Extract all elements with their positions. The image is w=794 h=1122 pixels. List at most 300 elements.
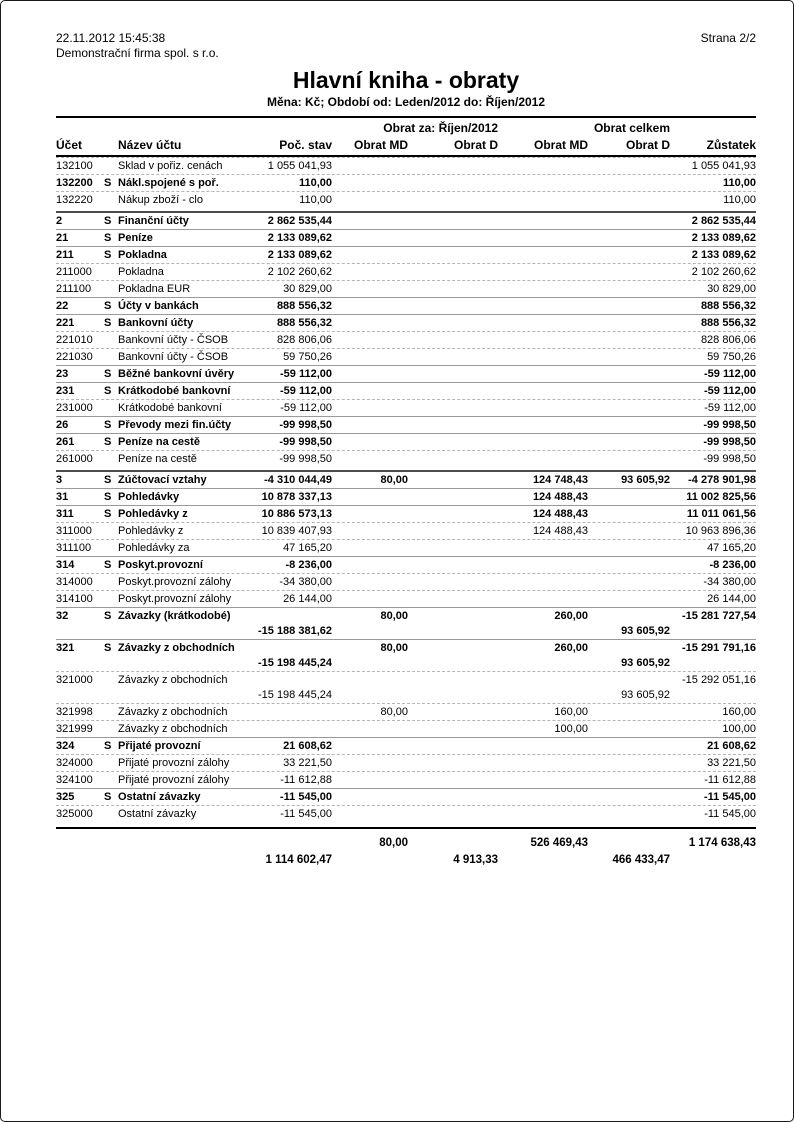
cell-obrat-md-rijen — [332, 231, 408, 246]
cell-account-name: Běžné bankovní úvěry — [118, 368, 235, 380]
cell-obrat-md-celkem — [498, 159, 588, 174]
cell-obrat-md-celkem — [498, 852, 588, 869]
cell-account-name — [118, 688, 244, 703]
cell-obrat-md-celkem — [498, 673, 588, 688]
cell-zustatek — [670, 656, 756, 671]
cell-zustatek: -11 612,88 — [704, 774, 756, 786]
cell-obrat-md-rijen: 80,00 — [379, 837, 408, 849]
cell-obrat-md-rijen — [332, 624, 408, 639]
group-header-period: Obrat za: Říjen/2012 — [383, 121, 498, 135]
cell-obrat-md-celkem — [498, 790, 588, 805]
cell-obrat-d-rijen — [408, 790, 498, 805]
cell-account-number: 2 — [56, 215, 63, 227]
cell-obrat-md-rijen — [332, 214, 408, 229]
cell-obrat-d-celkem — [588, 333, 670, 348]
cell-obrat-md-celkem — [498, 176, 588, 191]
table-row — [56, 703, 756, 720]
cell-obrat-md-celkem — [498, 541, 588, 556]
table-row — [56, 573, 756, 590]
cell-account-name: Účty v bankách — [118, 300, 199, 312]
cell-summary-flag — [104, 592, 118, 607]
table-row — [56, 331, 756, 348]
cell-obrat-d-celkem — [588, 384, 670, 399]
cell-obrat-md-rijen — [332, 673, 408, 688]
cell-obrat-md-rijen — [332, 852, 408, 869]
cell-obrat-d-celkem — [588, 282, 670, 297]
cell-obrat-d-rijen — [408, 592, 498, 607]
cell-summary-flag — [104, 673, 118, 688]
cell-obrat-md-rijen — [332, 739, 408, 754]
cell-obrat-md-celkem: 260,00 — [554, 642, 588, 654]
cell-obrat-d-celkem — [588, 673, 670, 688]
cell-account-name — [118, 835, 244, 852]
cell-account-number — [56, 688, 104, 703]
cell-account-number: 132100 — [56, 160, 93, 172]
cell-account-number: 314000 — [56, 576, 93, 588]
cell-poc-stav — [244, 722, 332, 737]
cell-obrat-md-rijen: 80,00 — [380, 706, 408, 718]
cell-obrat-md-celkem — [498, 558, 588, 573]
cell-account-number: 325000 — [56, 808, 93, 820]
cell-account-number: 31 — [56, 491, 69, 503]
cell-obrat-d-rijen — [408, 490, 498, 505]
cell-obrat-d-celkem — [588, 490, 670, 505]
cell-zustatek: 30 829,00 — [707, 283, 756, 295]
cell-obrat-md-rijen — [332, 807, 408, 822]
cell-account-number — [56, 835, 104, 852]
cell-obrat-md-celkem: 160,00 — [554, 706, 588, 718]
cell-obrat-d-rijen — [408, 248, 498, 263]
cell-account-name: Přijaté provozní zálohy — [118, 757, 230, 769]
cell-poc-stav: -59 112,00 — [280, 368, 332, 380]
cell-poc-stav: -99 998,50 — [279, 436, 332, 448]
cell-obrat-d-rijen — [408, 282, 498, 297]
cell-account-number: 23 — [56, 368, 69, 380]
row-line-1 — [56, 773, 756, 788]
cell-obrat-d-celkem — [588, 756, 670, 771]
cell-poc-stav: 47 165,20 — [283, 542, 332, 554]
cell-summary-flag — [104, 807, 118, 822]
col-header-obrat-d-celkem: Obrat D — [625, 138, 670, 152]
cell-obrat-md-celkem — [498, 350, 588, 365]
row-line-1 — [56, 722, 756, 737]
table-row — [56, 399, 756, 416]
row-line-1 — [56, 507, 756, 522]
cell-poc-stav: -8 236,00 — [285, 559, 332, 571]
cell-zustatek: 2 102 260,62 — [691, 266, 756, 278]
cell-poc-stav — [244, 609, 332, 624]
column-header-row — [56, 136, 756, 154]
cell-account-name: Závazky z obchodních — [118, 723, 228, 735]
cell-obrat-d-rijen — [408, 333, 498, 348]
cell-obrat-md-celkem — [498, 193, 588, 208]
report-content — [1, 1, 793, 869]
cell-obrat-d-celkem — [588, 265, 670, 280]
cell-account-number: 211000 — [56, 266, 92, 278]
cell-obrat-d-rijen — [408, 558, 498, 573]
cell-obrat-d-celkem — [588, 214, 670, 229]
cell-account-name: Pohledávky z — [118, 508, 188, 520]
cell-zustatek: 110,00 — [723, 194, 756, 206]
company-name: Demonstrační firma spol. s r.o. — [56, 46, 219, 60]
cell-obrat-d-celkem — [588, 507, 670, 522]
cell-obrat-md-rijen — [332, 350, 408, 365]
cell-obrat-md-celkem — [498, 214, 588, 229]
cell-summary-flag — [104, 722, 118, 737]
row-line-1 — [56, 641, 756, 656]
cell-poc-stav: -59 112,00 — [280, 385, 332, 397]
cell-poc-stav: 10 878 337,13 — [261, 491, 332, 503]
row-line-1 — [56, 159, 756, 174]
cell-obrat-md-rijen — [332, 159, 408, 174]
cell-account-name: Bankovní účty - ČSOB — [118, 351, 229, 363]
cell-poc-stav: 30 829,00 — [283, 283, 332, 295]
cell-account-name: Závazky z obchodních — [118, 674, 228, 686]
cell-obrat-md-celkem: 124 488,43 — [532, 491, 588, 503]
cell-summary-flag: S — [104, 215, 112, 227]
row-line-1 — [56, 282, 756, 297]
cell-obrat-md-rijen — [332, 541, 408, 556]
cell-summary-flag: S — [104, 474, 112, 486]
cell-account-number: 21 — [56, 232, 69, 244]
report-title: Hlavní kniha - obraty — [292, 67, 520, 93]
cell-obrat-d-rijen — [408, 609, 498, 624]
cell-summary-flag: S — [104, 508, 112, 520]
cell-poc-stav: 10 886 573,13 — [261, 508, 332, 520]
cell-account-name: Ostatní závazky — [118, 791, 201, 803]
row-line-1 — [56, 248, 756, 263]
cell-obrat-d-celkem — [588, 739, 670, 754]
cell-account-number: 321000 — [56, 674, 93, 686]
cell-account-number: 231 — [56, 385, 75, 397]
cell-obrat-d-rijen — [408, 316, 498, 331]
cell-poc-stav: -59 112,00 — [280, 402, 332, 414]
cell-zustatek: -15 292 051,16 — [681, 674, 756, 686]
cell-obrat-d-celkem — [588, 790, 670, 805]
table-row — [56, 157, 756, 174]
cell-zustatek: -59 112,00 — [704, 368, 756, 380]
cell-account-number: 211100 — [56, 283, 92, 295]
cell-obrat-md-rijen — [332, 773, 408, 788]
cell-summary-flag: S — [104, 249, 112, 261]
cell-zustatek: 828 806,06 — [700, 334, 756, 346]
cell-obrat-d-rijen — [408, 656, 498, 671]
cell-zustatek — [670, 688, 756, 703]
table-row — [56, 416, 756, 433]
cell-obrat-md-celkem — [498, 435, 588, 450]
row-line-1 — [56, 435, 756, 450]
cell-obrat-d-rijen — [408, 641, 498, 656]
cell-obrat-d-celkem — [588, 835, 670, 852]
table-row — [56, 522, 756, 539]
row-line-1 — [56, 673, 756, 688]
cell-obrat-d-rijen: 4 913,33 — [453, 854, 498, 866]
row-line-1 — [56, 807, 756, 822]
group-header-row — [56, 120, 756, 136]
cell-obrat-md-celkem — [498, 333, 588, 348]
cell-poc-stav: -15 188 381,62 — [257, 625, 332, 637]
col-header-zustatek: Zůstatek — [706, 138, 756, 152]
cell-account-number: 321 — [56, 642, 75, 654]
cell-poc-stav — [244, 673, 332, 688]
cell-obrat-md-celkem — [498, 624, 588, 639]
cell-poc-stav: -11 545,00 — [280, 791, 332, 803]
cell-obrat-d-celkem — [588, 193, 670, 208]
cell-obrat-d-celkem — [588, 231, 670, 246]
cell-obrat-d-rijen — [408, 418, 498, 433]
cell-obrat-md-celkem: 124 488,43 — [532, 525, 588, 537]
header-left — [56, 31, 219, 61]
cell-account-name: Peníze — [118, 232, 153, 244]
group-header-spacer-right — [670, 120, 756, 136]
cell-obrat-d-rijen — [408, 299, 498, 314]
cell-zustatek: 11 002 825,56 — [686, 491, 756, 503]
row-line-1 — [56, 299, 756, 314]
cell-poc-stav: -4 310 044,49 — [264, 474, 332, 486]
cell-obrat-d-rijen — [408, 756, 498, 771]
cell-account-name: Pohledávky — [118, 491, 180, 503]
cell-zustatek: 2 133 089,62 — [691, 249, 756, 261]
cell-poc-stav: 110,00 — [299, 194, 332, 206]
cell-obrat-d-celkem — [588, 609, 670, 624]
row-line-1 — [56, 790, 756, 805]
cell-summary-flag — [104, 452, 118, 467]
cell-obrat-d-celkem — [588, 176, 670, 191]
cell-obrat-d-rijen — [408, 673, 498, 688]
row-line-1 — [56, 705, 756, 720]
cell-account-number: 314100 — [56, 593, 93, 605]
cell-obrat-d-celkem — [588, 159, 670, 174]
cell-zustatek: 100,00 — [722, 723, 756, 735]
cell-account-name: Pokladna EUR — [118, 283, 191, 295]
cell-obrat-d-celkem — [588, 316, 670, 331]
report-datetime: 22.11.2012 15:45:38 — [56, 31, 166, 45]
cell-obrat-d-celkem — [588, 401, 670, 416]
cell-account-name: Pohledávky za — [118, 542, 190, 554]
cell-obrat-md-celkem — [498, 265, 588, 280]
cell-poc-stav: 2 102 260,62 — [267, 266, 332, 278]
row-line-1 — [56, 575, 756, 590]
cell-obrat-d-celkem: 93 605,92 — [621, 689, 670, 701]
cell-obrat-md-celkem — [498, 248, 588, 263]
cell-zustatek: -59 112,00 — [704, 402, 756, 414]
cell-poc-stav: 1 114 602,47 — [265, 854, 332, 866]
cell-poc-stav: 110,00 — [298, 177, 332, 189]
cell-account-number: 321998 — [56, 706, 93, 718]
cell-summary-flag — [104, 688, 118, 703]
table-row — [56, 539, 756, 556]
cell-account-name: Bankovní účty - ČSOB — [118, 334, 229, 346]
cell-summary-flag: S — [104, 491, 112, 503]
cell-account-name: Převody mezi fin.účty — [118, 419, 232, 431]
row-line-1 — [56, 452, 756, 467]
cell-obrat-md-celkem — [498, 418, 588, 433]
cell-obrat-d-rijen — [408, 773, 498, 788]
cell-obrat-md-celkem — [498, 231, 588, 246]
cell-obrat-md-celkem — [498, 739, 588, 754]
cell-obrat-md-rijen — [332, 592, 408, 607]
cell-account-name — [118, 852, 244, 869]
cell-account-name: Sklad v pořiz. cenách — [118, 160, 223, 172]
col-header-nazev-uctu: Název účtu — [118, 138, 182, 152]
row-line-1 — [56, 316, 756, 331]
cell-obrat-md-rijen — [332, 435, 408, 450]
table-row — [56, 488, 756, 505]
cell-account-number: 211 — [56, 249, 74, 261]
cell-poc-stav: 2 133 089,62 — [267, 249, 332, 261]
cell-obrat-d-celkem — [588, 524, 670, 539]
cell-obrat-d-celkem: 93 605,92 — [621, 474, 670, 486]
cell-account-number: 3 — [56, 474, 63, 486]
cell-account-name: Ostatní závazky — [118, 808, 197, 820]
cell-poc-stav: 10 839 407,93 — [261, 525, 332, 537]
cell-account-number: 261 — [56, 436, 75, 448]
cell-account-name: Krátkodobé bankovní — [118, 402, 222, 414]
cell-obrat-d-celkem — [588, 367, 670, 382]
row-line-2 — [56, 688, 756, 703]
cell-poc-stav: -11 612,88 — [280, 774, 332, 786]
cell-zustatek: 1 174 638,43 — [688, 837, 756, 849]
cell-obrat-d-rijen — [408, 739, 498, 754]
cell-poc-stav: 2 133 089,62 — [267, 232, 332, 244]
cell-summary-flag — [104, 193, 118, 208]
cell-account-number: 325 — [56, 791, 75, 803]
cell-account-number: 132200 — [56, 177, 93, 189]
cell-obrat-md-rijen — [332, 299, 408, 314]
table-row — [56, 556, 756, 573]
table-row — [56, 280, 756, 297]
cell-account-name: Poskyt.provozní zálohy — [118, 593, 232, 605]
report-subtitle: Měna: Kč; Období od: Leden/2012 do: Říjen/2012 — [266, 95, 546, 109]
ledger-table — [56, 116, 756, 869]
cell-account-number: 324000 — [56, 757, 93, 769]
table-row — [56, 450, 756, 467]
table-row — [56, 590, 756, 607]
cell-summary-flag: S — [104, 642, 112, 654]
cell-obrat-md-celkem — [498, 452, 588, 467]
cell-obrat-md-rijen — [332, 490, 408, 505]
cell-obrat-md-rijen — [332, 756, 408, 771]
cell-zustatek: -11 545,00 — [704, 808, 756, 820]
table-row — [56, 505, 756, 522]
cell-obrat-d-celkem — [588, 641, 670, 656]
cell-account-number: 221010 — [56, 334, 93, 346]
cell-obrat-md-rijen — [332, 452, 408, 467]
cell-obrat-d-rijen — [408, 688, 498, 703]
cell-poc-stav — [244, 705, 332, 720]
cell-obrat-d-celkem: 466 433,47 — [612, 854, 670, 866]
cell-obrat-md-celkem — [498, 282, 588, 297]
cell-zustatek: -15 291 791,16 — [681, 642, 756, 654]
cell-account-number — [56, 656, 104, 671]
cell-obrat-md-celkem: 260,00 — [554, 610, 588, 622]
cell-obrat-d-rijen — [408, 473, 498, 488]
cell-obrat-md-rijen — [332, 507, 408, 522]
cell-zustatek: 2 133 089,62 — [691, 232, 756, 244]
cell-poc-stav: 2 862 535,44 — [267, 215, 332, 227]
cell-obrat-d-celkem — [588, 541, 670, 556]
cell-poc-stav: -34 380,00 — [279, 576, 332, 588]
cell-obrat-md-rijen — [332, 384, 408, 399]
cell-account-name: Poskyt.provozní zálohy — [118, 576, 232, 588]
row-line-1 — [56, 541, 756, 556]
page-header — [56, 31, 756, 61]
cell-poc-stav: 888 556,32 — [276, 317, 332, 329]
cell-zustatek: 10 963 896,36 — [685, 525, 756, 537]
cell-zustatek — [670, 852, 756, 869]
cell-account-name: Poskyt.provozní — [118, 559, 203, 571]
cell-summary-flag — [104, 852, 118, 869]
cell-poc-stav: -15 198 445,24 — [257, 689, 332, 701]
cell-zustatek: -15 281 727,54 — [681, 610, 756, 622]
cell-obrat-md-celkem — [498, 756, 588, 771]
cell-account-name — [118, 656, 244, 671]
cell-obrat-md-celkem — [498, 316, 588, 331]
cell-obrat-md-celkem — [498, 367, 588, 382]
cell-obrat-md-celkem — [498, 773, 588, 788]
cell-obrat-d-rijen — [408, 159, 498, 174]
table-row — [56, 229, 756, 246]
cell-poc-stav: -99 998,50 — [279, 453, 332, 465]
table-body — [56, 157, 756, 822]
cell-obrat-md-rijen — [332, 558, 408, 573]
cell-zustatek: 1 055 041,93 — [691, 160, 756, 172]
cell-zustatek: 59 750,26 — [707, 351, 756, 363]
cell-poc-stav: 828 806,06 — [276, 334, 332, 346]
cell-summary-flag — [104, 265, 118, 280]
cell-account-name: Peníze na cestě — [118, 436, 200, 448]
cell-summary-flag: S — [104, 317, 112, 329]
cell-summary-flag — [104, 773, 118, 788]
cell-zustatek — [670, 624, 756, 639]
cell-obrat-md-rijen — [332, 688, 408, 703]
row-line-1 — [56, 231, 756, 246]
cell-obrat-d-rijen — [408, 350, 498, 365]
table-row — [56, 639, 756, 671]
cell-obrat-md-celkem — [498, 299, 588, 314]
cell-account-number: 324100 — [56, 774, 93, 786]
cell-summary-flag — [104, 333, 118, 348]
cell-summary-flag — [104, 401, 118, 416]
table-row — [56, 754, 756, 771]
cell-zustatek: -99 998,50 — [703, 436, 756, 448]
cell-account-number: 26 — [56, 419, 69, 431]
col-header-obrat-md-rijen: Obrat MD — [354, 138, 408, 152]
cell-obrat-d-rijen — [408, 367, 498, 382]
table-row — [56, 348, 756, 365]
cell-zustatek: 888 556,32 — [700, 317, 756, 329]
cell-obrat-d-celkem — [588, 350, 670, 365]
cell-account-name — [118, 624, 244, 639]
cell-obrat-md-celkem: 526 469,43 — [530, 837, 588, 849]
cell-zustatek: 888 556,32 — [700, 300, 756, 312]
cell-account-number — [56, 624, 104, 639]
row-line-1 — [56, 265, 756, 280]
table-row — [56, 246, 756, 263]
cell-account-name: Pokladna — [118, 266, 164, 278]
cell-zustatek: 26 144,00 — [707, 593, 756, 605]
totals-line-2 — [56, 852, 756, 869]
cell-zustatek: 47 165,20 — [707, 542, 756, 554]
cell-obrat-d-rijen — [408, 575, 498, 590]
cell-obrat-md-rijen — [332, 265, 408, 280]
cell-zustatek: -11 545,00 — [704, 791, 756, 803]
cell-obrat-md-rijen — [332, 722, 408, 737]
table-row — [56, 671, 756, 703]
cell-zustatek: 21 608,62 — [707, 740, 756, 752]
cell-account-name: Krátkodobé bankovní — [118, 385, 231, 397]
cell-obrat-d-rijen — [408, 705, 498, 720]
